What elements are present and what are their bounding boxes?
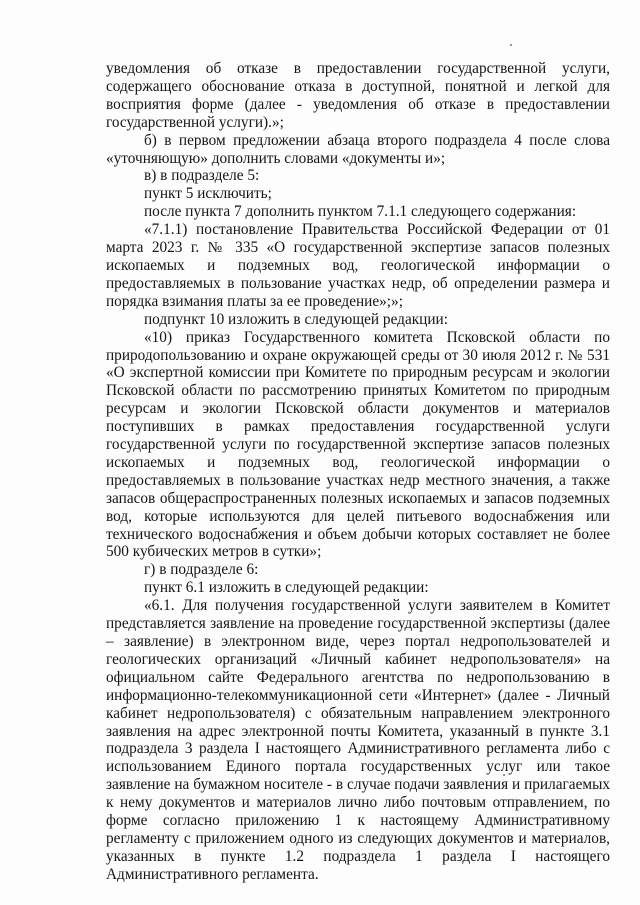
- document-body: [106, 60, 610, 884]
- paragraph-point-5: пункт 5 исключить;: [144, 185, 272, 203]
- paragraph-item-b: б) в первом предложении абзаца второго подраздела 4 после слова «уточняющую» дополнить словами «документы и»;: [106, 131, 610, 167]
- paragraph-point-6-1: пункт 6.1 изложить в следующей редакции:: [144, 579, 429, 597]
- paragraph-10: «10) приказ Государственного комитета Псковской области по природопользованию и охране окружающей среды от 30 июля 2012 г. № 531 «О экспертной комиссии при Комитете по природным ресурсам и экологии Псковской области по рассмотрению принятых Комитетом по природным ресурсам и экологии Псковской области документов и материалов поступивших в рамках предоставления государственной услуги государственной услуги по государственной экспертизе запасов полезных ископаемых и подземных вод, геологической информации о предоставляемых в пользование участках недр местного значения, а также запасов общераспространенных полезных ископаемых и запасов подземных вод, которые используются для целей питьевого водоснабжения или технического водоснабжения и объем добычи которых составляет не более 500 кубических метров в сутки»;: [106, 328, 610, 561]
- paragraph-6-1: «6.1. Для получения государственной услуги заявителем в Комитет представляется заявление на проведение государственной экспертизы (далее – заявление) в электронном виде, через портал недропользователей и геологических организаций «Личный кабинет недропользователя» на официальном сайте Федерального агентства по недропользованию в информационно-телекоммуникационной сети «Интернет» (далее - Личный кабинет недропользователя) с обязательным направлением электронного заявления на адрес электронной почты Комитета, указанный в пункте 3.1 подраздела 3 раздела I настоящего Административного регламента либо с использованием Единого портала государственных услуг или такое заявление на бумажном носителе - в случае подачи заявления и прилагаемых к нему документов и материалов лично либо почтовым отправлением, по форме согласно приложению 1 к настоящему Административному регламенту с приложением одного из следующих документов и материалов, указанных в пункте 1.2 подраздела 1 раздела I настоящего Административного регламента.: [106, 597, 610, 883]
- scan-speck: [510, 44, 512, 46]
- paragraph-item-g: г) в подразделе 6:: [144, 561, 259, 579]
- paragraph-subpoint-10: подпункт 10 изложить в следующей редакции:: [144, 310, 448, 328]
- paragraph-item-v: в) в подразделе 5:: [144, 167, 260, 185]
- paragraph-continuation: уведомления об отказе в предоставлении государственной услуги, содержащего обоснование отказа в доступной, понятной и легкой для восприятия форме (далее - уведомления об отказе в предоставлении государственной услуги).»;: [106, 60, 610, 131]
- paragraph-7-1-1: «7.1.1) постановление Правительства Российской Федерации от 01 марта 2023 г. № 335 «О государственной экспертизе запасов полезных ископаемых и подземных вод, геологической информации о предоставляемых в пользование участках недр, об определении размера и порядка взимания платы за ее проведение»;»;: [106, 221, 610, 310]
- paragraph-after-point-7: после пункта 7 дополнить пунктом 7.1.1 следующего содержания:: [144, 203, 577, 221]
